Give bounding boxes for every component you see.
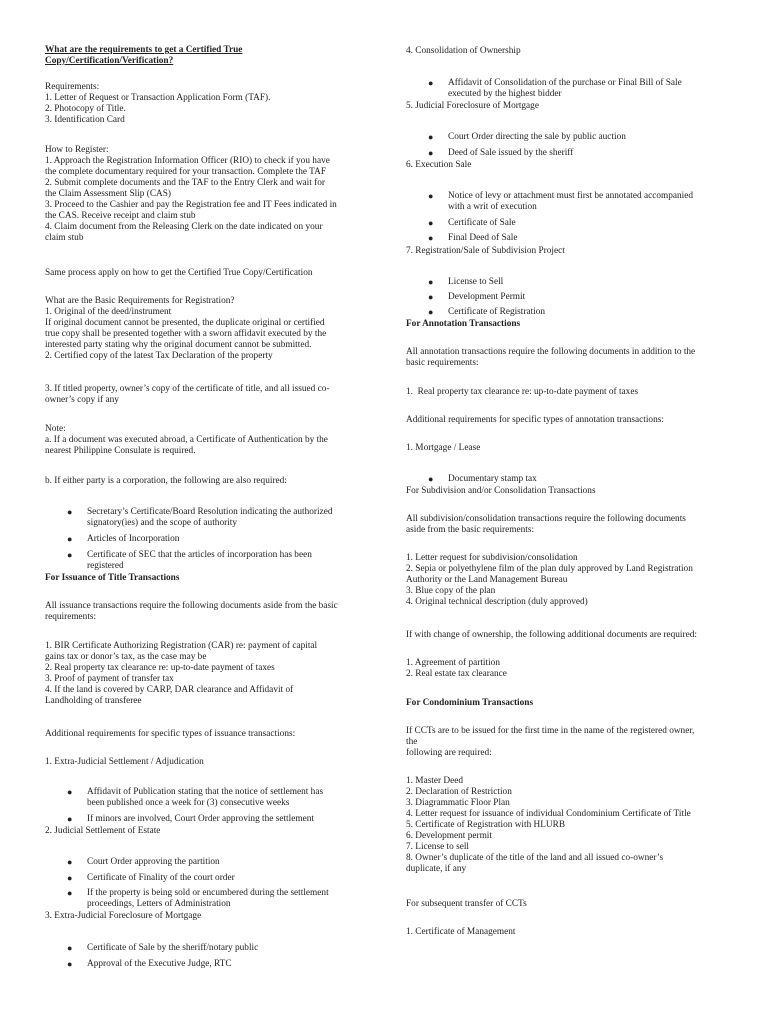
list-item: ● Development Permit xyxy=(428,292,526,302)
bullet-icon: ● xyxy=(67,507,73,517)
change-ownership-note: If with change of ownership, the following additional documents are required: xyxy=(406,630,697,640)
issuance-intro: All issuance transactions require the following documents aside from the basic requirements: xyxy=(45,601,338,622)
list-item: ● Certificate of SEC that the articles of incorporation has been registered xyxy=(67,550,312,571)
requirement-item: 2. Photocopy of Title. xyxy=(45,104,126,114)
requirements-heading: Requirements: xyxy=(45,82,100,92)
bullet-icon: ● xyxy=(67,888,73,898)
subdivision-intro: All subdivision/consolidation transactions require the following documents aside from the basic requirements: xyxy=(406,514,686,535)
register-step: 3. Proceed to the Cashier and pay the Registration fee and IT Fees indicated in xyxy=(45,200,337,210)
requirements-section xyxy=(45,82,373,126)
list-item: ● Documentary stamp tax xyxy=(428,474,537,484)
bullet-icon: ● xyxy=(428,78,434,88)
list-item: ● Court Order approving the partition xyxy=(67,857,220,867)
consolidation-heading: 4. Consolidation of Ownership xyxy=(406,46,521,56)
list-item: ● Affidavit of Publication stating that the notice of settlement has been published once a week for (3) consecutive weeks xyxy=(67,787,324,808)
bullet-icon: ● xyxy=(67,873,73,883)
page-title: What are the requirements to get a Certified True Copy/Certification/Verification? xyxy=(45,45,243,66)
change-ownership-requirements: 1. Agreement of partition 2. Real estate tax clearance xyxy=(406,658,507,679)
subsequent-transfer-note: For subsequent transfer of CCTs xyxy=(406,899,527,909)
issuance-heading: For Issuance of Title Transactions xyxy=(45,573,180,583)
subdivision-project-heading: 7. Registration/Sale of Subdivision Project xyxy=(406,246,565,256)
issuance-requirements: 1. BIR Certificate Authorizing Registration (CAR) re: payment of capital gains tax or donor’s tax, as the case may be 2. Real property tax clearance re: up-to-date payment of taxes 3. Proof of payment of transfer tax 4. If the land is covered by CARP, DAR clearance and Affidavit of Landholding of transferee xyxy=(45,641,318,706)
subdivision-consolidation-heading: For Subdivision and/or Consolidation Transactions xyxy=(406,486,596,496)
list-item: ● Secretary’s Certificate/Board Resolution indicating the authorized signatory(ies) and the scope of authority xyxy=(67,507,333,528)
list-item: ● License to Sell xyxy=(428,277,504,287)
bullet-icon: ● xyxy=(67,959,73,969)
same-process-note: Same process apply on how to get the Certified True Copy/Certification xyxy=(45,268,313,278)
annotation-heading: For Annotation Transactions xyxy=(406,319,521,329)
register-step: 2. Submit complete documents and the TAF to the Entry Clerk and wait for xyxy=(45,178,326,188)
bullet-icon: ● xyxy=(428,233,434,243)
bullet-icon: ● xyxy=(67,787,73,797)
note-section: Note: a. If a document was executed abroad, a Certificate of Authentication by the nearest Philippine Consulate is required. xyxy=(45,424,328,456)
register-step: 1. Approach the Registration Information Officer (RIO) to check if you have xyxy=(45,156,330,166)
bullet-icon: ● xyxy=(428,148,434,158)
list-item: ● Approval of the Executive Judge, RTC xyxy=(67,959,232,969)
register-step: the Claim Assessment Slip (CAS) xyxy=(45,189,172,199)
additional-issuance-note: Additional requirements for specific types of issuance transactions: xyxy=(45,729,296,739)
requirement-item: 1. Letter of Request or Transaction Application Form (TAF). xyxy=(45,93,271,103)
ejs-heading: 1. Extra-Judicial Settlement / Adjudication xyxy=(45,757,204,767)
jfm-heading: 5. Judicial Foreclosure of Mortgage xyxy=(406,101,539,111)
basic-requirements-section: What are the Basic Requirements for Registration? 1. Original of the deed/instrument If original document cannot be presented, the duplicate original or certified true copy shall be presented together with a sworn affidavit executed by the interested party stating why the original document cannot be submitted. 2. Certified copy of the latest Tax Declaration of the property xyxy=(45,296,327,361)
annotation-intro: All annotation transactions require the following documents in addition to the basic requirements: xyxy=(406,347,696,368)
register-step: the complete documentary required for your transaction. Complete the TAF xyxy=(45,167,327,177)
register-step: 4. Claim document from the Releasing Clerk on the date indicated on your xyxy=(45,222,323,232)
list-item: ● Deed of Sale issued by the sheriff xyxy=(428,148,574,158)
list-item: ● Final Deed of Sale xyxy=(428,233,518,243)
jse-heading: 2. Judicial Settlement of Estate xyxy=(45,826,161,836)
titled-property-requirement: 3. If titled property, owner’s copy of the certificate of title, and all issued co- owner’s copy if any xyxy=(45,384,330,405)
ejf-heading: 3. Extra-Judicial Foreclosure of Mortgage xyxy=(45,911,202,921)
list-item: ● Court Order directing the sale by public auction xyxy=(428,132,626,142)
bullet-icon: ● xyxy=(428,191,434,201)
subsequent-transfer-requirement: 1. Certificate of Management xyxy=(406,927,516,937)
register-step: the CAS. Receive receipt and claim stub xyxy=(45,211,196,221)
bullet-icon: ● xyxy=(67,550,73,560)
list-item: ● If the property is being sold or encumbered during the settlement proceedings, Letters of Administration xyxy=(67,888,329,909)
bullet-icon: ● xyxy=(428,132,434,142)
bullet-icon: ● xyxy=(67,943,73,953)
corporation-note: b. If either party is a corporation, the following are also required: xyxy=(45,476,287,486)
condominium-intro: If CCTs are to be issued for the first time in the name of the registered owner, the following are required: xyxy=(406,726,695,758)
bullet-icon: ● xyxy=(67,857,73,867)
condominium-heading: For Condominium Transactions xyxy=(406,698,534,708)
list-item: ● Certificate of Sale xyxy=(428,218,516,228)
list-item: ● Certificate of Sale by the sheriff/notary public xyxy=(67,943,259,953)
requirement-item: 3. Identification Card xyxy=(45,115,125,125)
list-item: ● Notice of levy or attachment must first be annotated accompanied with a writ of execution xyxy=(428,191,693,212)
execution-heading: 6. Execution Sale xyxy=(406,160,472,170)
list-item: ● If minors are involved, Court Order approving the settlement xyxy=(67,814,314,824)
bullet-icon: ● xyxy=(67,534,73,544)
list-item: ● Affidavit of Consolidation of the purchase or Final Bill of Sale executed by the highest bidder xyxy=(428,78,682,99)
bullet-icon: ● xyxy=(428,218,434,228)
bullet-icon: ● xyxy=(428,474,434,484)
subdivision-requirements: 1. Letter request for subdivision/consolidation 2. Sepia or polyethylene film of the plan duly approved by Land Registration Authority or the Land Management Bureau 3. Blue copy of the plan 4. Original technical description (duly approved) xyxy=(406,553,693,607)
bullet-icon: ● xyxy=(428,277,434,287)
register-heading: How to Register: xyxy=(45,145,109,155)
register-step: claim stub xyxy=(45,233,84,243)
annotation-additional-note: Additional requirements for specific types of annotation transactions: xyxy=(406,415,664,425)
list-item: ● Articles of Incorporation xyxy=(67,534,180,544)
list-item: ● Certificate of Finality of the court order xyxy=(67,873,235,883)
mortgage-heading: 1. Mortgage / Lease xyxy=(406,443,481,453)
how-to-register-section xyxy=(45,145,373,244)
condominium-requirements: 1. Master Deed 2. Declaration of Restriction 3. Diagrammatic Floor Plan 4. Letter request for issuance of individual Condominium Certificate of Title 5. Certificate of Registration with HLURB 6. Development permit 7. License to sell 8. Owner’s duplicate of the title of the land and all issued co-owner’s duplicate, if any xyxy=(406,776,691,874)
bullet-icon: ● xyxy=(428,307,434,317)
bullet-icon: ● xyxy=(428,292,434,302)
bullet-icon: ● xyxy=(67,814,73,824)
list-item: ● Certificate of Registration xyxy=(428,307,546,317)
annotation-requirement: 1. Real property tax clearance re: up-to-date payment of taxes xyxy=(406,387,639,397)
